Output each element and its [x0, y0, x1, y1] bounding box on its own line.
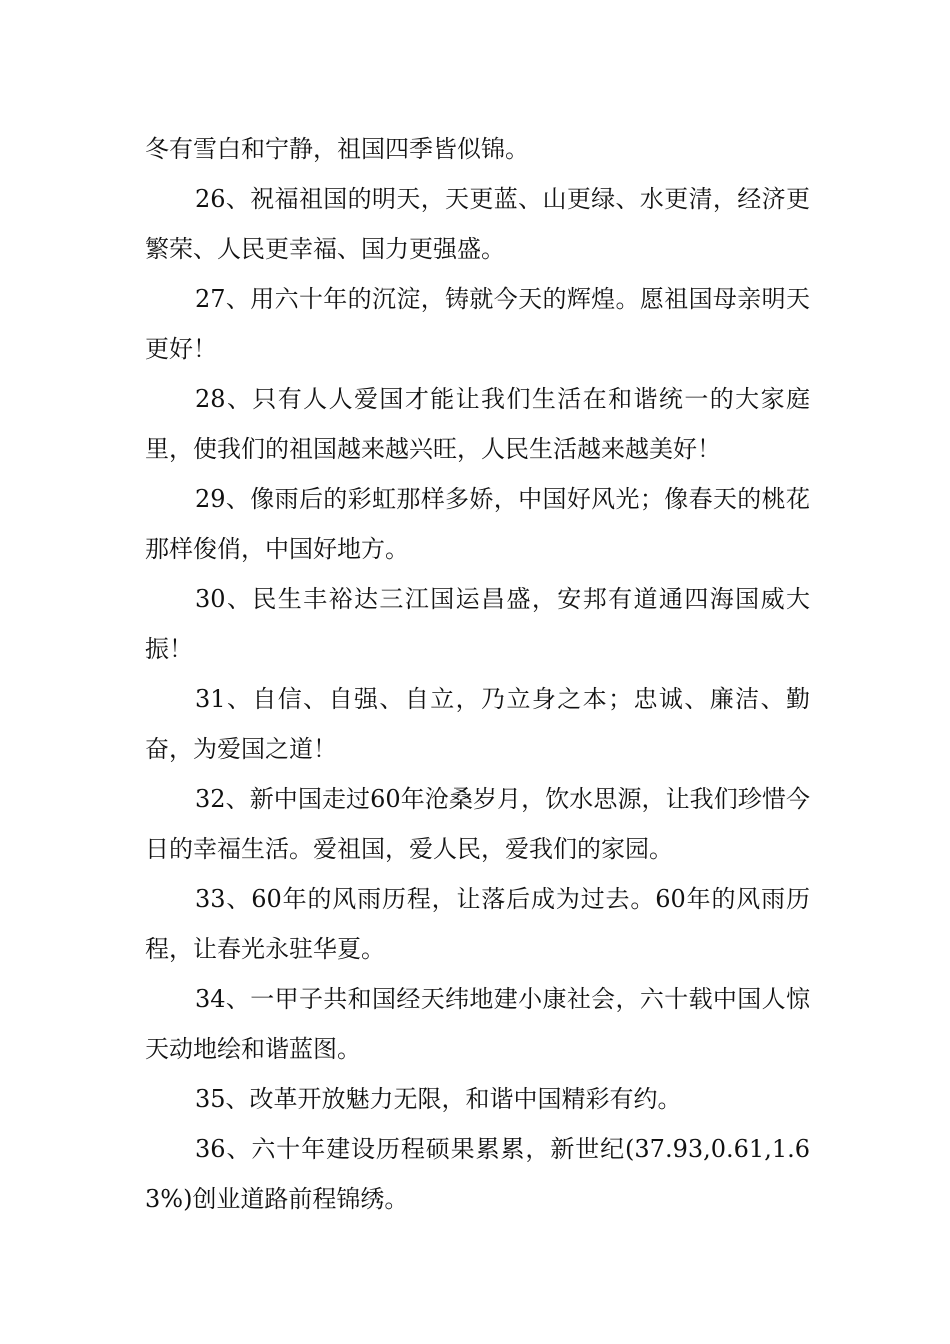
- paragraph: 35、改革开放魅力无限，和谐中国精彩有约。: [195, 1085, 682, 1113]
- document-body: [145, 124, 810, 1224]
- paragraph: 33、60年的风雨历程，让落后成为过去。60年的风雨历程，让春光永驻华夏。: [145, 885, 810, 963]
- paragraph: 32、新中国走过60年沧桑岁月，饮水思源，让我们珍惜今日的幸福生活。爱祖国，爱人民，爱我们的家园。: [145, 785, 810, 863]
- paragraph: 27、用六十年的沉淀，铸就今天的辉煌。愿祖国母亲明天更好！: [145, 285, 810, 363]
- paragraph: 36、六十年建设历程硕果累累，新世纪(37.93,0.61,1.63%)创业道路前程锦绣。: [145, 1135, 810, 1213]
- paragraph: 34、一甲子共和国经天纬地建小康社会，六十载中国人惊天动地绘和谐蓝图。: [145, 985, 810, 1063]
- paragraph: 26、祝福祖国的明天，天更蓝、山更绿、水更清，经济更繁荣、人民更幸福、国力更强盛。: [145, 185, 810, 263]
- paragraph: 31、自信、自强、自立，乃立身之本；忠诚、廉洁、勤奋，为爱国之道！: [145, 685, 810, 763]
- paragraph: 29、像雨后的彩虹那样多娇，中国好风光；像春天的桃花那样俊俏，中国好地方。: [145, 485, 810, 563]
- paragraph: 28、只有人人爱国才能让我们生活在和谐统一的大家庭里，使我们的祖国越来越兴旺，人民生活越来越美好！: [145, 385, 810, 463]
- paragraph: 30、民生丰裕达三江国运昌盛，安邦有道通四海国威大振！: [145, 585, 810, 663]
- paragraph: 冬有雪白和宁静，祖国四季皆似锦。: [145, 135, 529, 163]
